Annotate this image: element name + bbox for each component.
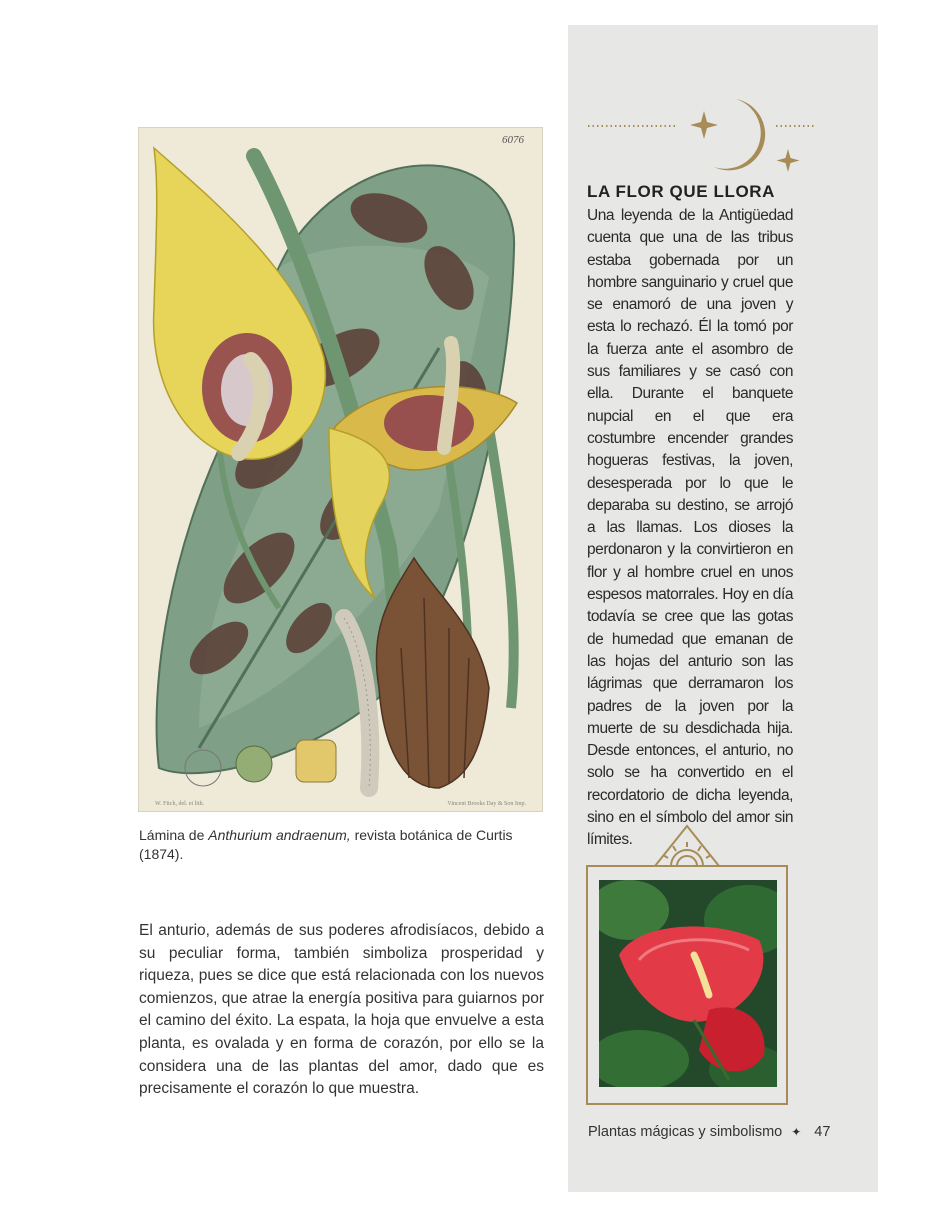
caption-species: Anthurium andraenum,: [208, 827, 351, 843]
anthurium-photo: [599, 880, 777, 1087]
crescent-moon-icon: [586, 95, 816, 175]
footer-section: Plantas mágicas y simbolismo: [588, 1124, 783, 1140]
sparkle-star-icon: ✦: [791, 1125, 802, 1139]
caption-prefix: Lámina de: [139, 827, 209, 843]
plate-credit-right: Vincent Brooks Day & Son Imp.: [447, 801, 526, 807]
plate-number: 6076: [502, 134, 524, 146]
anthurium-illustration: [139, 128, 542, 811]
page-footer: [588, 1124, 830, 1140]
body-paragraph: El anturio, además de sus poderes afrodisíacos, debido a su peculiar forma, también simboliza prosperidad y riqueza, pues se dice que está relacionada con los nuevos comienzos, que atrae la energía positiva para guiarnos por el camino del éxito. La espata, la hoja que envuelve a esta planta, es ovalada y en forma de corazón, por ello se la considera una de las plantas del amor, dado que es precisamente el corazón lo que muestra.: [139, 922, 544, 1098]
page-number: 47: [814, 1124, 831, 1140]
caption-suffix: revista botánica de Curtis (1874).: [139, 827, 513, 862]
sparkle-star-icon: [690, 111, 718, 139]
sidebar-story: Una leyenda de la Antigüedad cuenta que una de las tribus estaba gobernada por un hombre sanguinario y cruel que se enamoró de una joven y esta lo rechazó. Él la tomó por la fuerza ante el asombro de sus familiares y se casó con ella. Durante el banquete nupcial en el que era costumbre encender grandes hogueras festivas, la joven, desesperada por lo que le deparaba su destino, se arrojó a las llamas. Los dioses la perdonaron y la convirtieron en flor y al hombre cruel en unos espesos matorrales. Hoy en día todavía se cree que las gotas de humedad que emanan de las hojas del anturio son las lágrimas que derramaron los padres de la joven por la muerte de su desdichada hija. Desde entonces, el anturio, no solo se ha convertido en el recordatorio de dicha leyenda, sino en el símbolo del amor sin límites.: [587, 207, 793, 849]
sidebar-title: LA FLOR QUE LLORA: [587, 182, 776, 201]
botanical-plate: [138, 127, 543, 812]
plate-caption: [139, 826, 539, 864]
plate-credit-left: W. Fitch, del. et lith.: [155, 801, 205, 807]
